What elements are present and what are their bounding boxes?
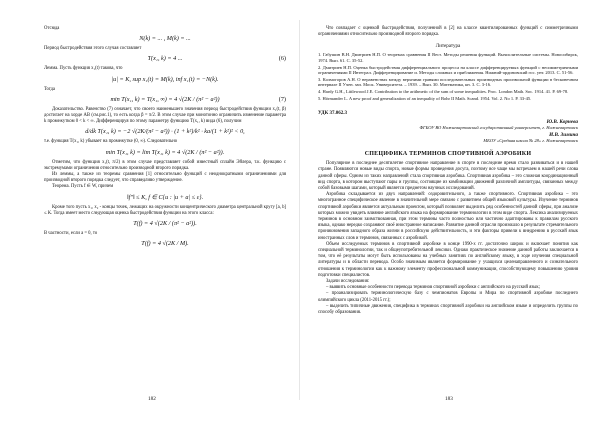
formula bbox=[44, 128, 286, 136]
paragraph: Популярное в последнее десятилетие спортивное направление в спорте в последние время стало развиваться и в нашей стране. Появляются новые виды спорта, новые формы проведения досуга, поэтому все чаще мы встречаем в нашей речи слова данной сферы. Одним из таких направлений стала спортивная аэробика. Спортивная аэробика – это сложная координационный вид спорта, в котором выступают пары и группы, состоящие из комбинации движений различной амплитуды, связанных между собой базовыми шагами, который является предметом научных исследований. bbox=[318, 161, 578, 191]
references-title: Литература bbox=[435, 44, 461, 50]
paragraph: Теорема. Пусть f ∈ W, причем bbox=[52, 184, 114, 190]
paragraph: Отметим, что функция x₁(t, π/2) в этом случае представляет собой известный сплайн Эйлера, т.к. функцию с экстремумами ограничения относительно производной второго порядка. bbox=[44, 159, 286, 171]
paragraph: Задачи исследования: bbox=[326, 279, 370, 285]
formula bbox=[44, 240, 286, 248]
right-page bbox=[300, 0, 600, 424]
formula-text: |u| = K, sup x₁(t) = M(k), inf x₁(t) = −N(k). bbox=[111, 75, 219, 83]
page-number-right: 183 bbox=[445, 396, 453, 402]
formula bbox=[44, 194, 286, 202]
list-item: – выявить основные особенности перевода терминов спортивной аэробики с английского на русский язык; bbox=[326, 285, 540, 291]
formula-text: min T(x₁, k) = lim T(x₁, k) = 4 √(2K / (π² − a²)). bbox=[105, 148, 225, 156]
paragraph: Кроме того пусть x₁, x₂ - концы точек, лежащих на окружности концентрического диаметра центральной кругу [a, b] ≤ K. Тогда имеет место следующая оценка быстродействия функции на этого класса: bbox=[44, 204, 286, 216]
reference-item: 1. Габушин В.Н. Дмитриев Н.П. О теоремах сравнения II Вест. Методы решения функций. Вычислительные системы. Новосибирск, 1974. Вып. 61. С. 35-52. bbox=[318, 52, 578, 63]
reference-item: 5. Hörmander L. A new proof and generalization of an inequality of Bohr II Math. Scand. 1954. Vol. 2. No 1. P. 33-45. bbox=[318, 95, 532, 101]
equation-number: (7) bbox=[278, 95, 286, 103]
formula bbox=[44, 220, 286, 228]
formula-text: T(x₁, k) = 4 ... bbox=[147, 55, 183, 63]
list-item: – выделить типичные движения, специфика в терминах спортивной аэробики на английском языке и определить группы по способу образования. bbox=[318, 303, 578, 316]
reference-item: 3. Колмогоров А.Н. О неравенствах между верхними гранями последовательных производных произвольной функции в бесконечном интервале II Учен. зап. Моск. Университета. – 1939. – Вып. 30. Математика, кн. 3. С. 3-16. bbox=[318, 76, 578, 88]
formula bbox=[44, 55, 286, 63]
formula-text: T(f) = 4 √(2K / (π² − a²)). bbox=[133, 220, 197, 228]
paragraph: т.е. функция T(x₁, k) убывает на промежутке (0, ∞). Следовательно bbox=[44, 139, 178, 145]
equation-number: (6) bbox=[278, 55, 286, 63]
paragraph: Доказательство. Равенство (7) означает, что своего наименьшего значения период быстродействия функции x₁(t, β) достигает на хорде AB (см.рис.1), то есть когда β = π/2. В этом случае при монотонно ограничить изменение параметра k промежутком 0 < k < ∞. Дифференцируя по этому параметру функцию T(x₁, k) вида (6), получим bbox=[44, 106, 286, 125]
formula-text: T(f) = 4 √(2K / M). bbox=[141, 240, 189, 248]
reference-item: 4. Hardy G.H., Littlewood J.E. Contribution to the arithmetic of the sum of some inequalities. Proc. London Math. Soc. 1914. 41. P. 69-78. bbox=[318, 88, 569, 94]
page-number-left: 182 bbox=[148, 396, 156, 402]
formula bbox=[44, 35, 286, 43]
paragraph: Аэробика складывается из двух направлений: оздоровительного, а также спортивного. Спортивная аэробика – это многогранное специфическое явление в значительной мере связано с развитием общей языковой культуры. Изучение терминов спортивной аэробики является актуальным проектом, который позволяет выделить ряд особенностей данной сферы, при анализе которых можно увидеть влияние английского языка на формирование терминологии в этом виде спорта. Лексика анализируемых терминов в основном заимствованная, при этом термины часто полностью или частично адаптированы к правилам русского языка, однако нередко сохраняют своё иностранное написание. Развитие данной отрасли произошло в результате стремительного проникновения западного образа жизни в российскую действительность, и эти факторы привели к внедрению в русский язык иностранных слов и терминов, связанных с аэробикой. bbox=[318, 192, 578, 241]
formula bbox=[44, 96, 286, 104]
references-list bbox=[318, 52, 578, 101]
author-name: Ю.В. Корнева bbox=[546, 119, 578, 126]
formula bbox=[44, 76, 286, 84]
list-item: – проанализировать терминологическую базу с чемпионатов Европы и Мира по спортивной аэробике последнего олимпийского цикла (2011-2015 гг.); bbox=[318, 291, 578, 303]
formula bbox=[44, 149, 286, 157]
author-affiliation: ФГБОУ ВО Нижневартовский государственный университет, г. Нижневартовск bbox=[419, 125, 578, 131]
formula-text: min T(x₁, k) = T(x₁, ∞) = 4 √(2K / (π² − a²)) bbox=[110, 95, 220, 103]
formula-text: N(k) = ... , M(k) = ... bbox=[139, 35, 191, 43]
formula-text: ‖f″‖ ≤ K, f ∈ C{u : |u + a| ≤ ε}. bbox=[126, 193, 204, 201]
paragraph: Тогда bbox=[44, 86, 56, 92]
author-name: И.В. Зимина bbox=[549, 132, 578, 139]
author-affiliation: МБОУ «Средняя школа № 28» г. Нижневартовск bbox=[483, 138, 578, 144]
paragraph: Лемма. Пусть функция x₁(t) такова, что bbox=[44, 66, 123, 72]
paragraph: Отсюда bbox=[44, 26, 60, 31]
reference-item: 2. Дмитриев Н.П. Оценка быстродействия дифференциального процесса на классе дифференцируемых функций с несимметричными ограничениями II Интеграл. Дифференцирование и. Методы сложных и приближения. Нижний-ардиновский гос. унт. 2013. С. 51-56. bbox=[318, 64, 578, 76]
article-title: СПЕЦИФИКА ТЕРМИНОВ СПОРТИВНОЙ АЭРОБИКИ bbox=[364, 151, 532, 158]
paragraph: Что совпадает с оценкой быстродействия, полученной в [2] на классе квантилированных функций с симметричными ограничениями относительно производной второго порядка. bbox=[318, 26, 578, 38]
udc-code: УДК 37.062.3 bbox=[318, 111, 347, 117]
paragraph: Из леммы, а также из теоремы сравнения [1] относительно функций с неоднократными ограничениями для производной второго порядка следует, что справедливо утверждение. bbox=[44, 172, 286, 184]
paragraph: Период быстродействия этого случая составляет bbox=[44, 46, 142, 52]
formula-text: d/dk T(x₁, k) = −2 √(2K/(π² − a²)) · (1 + k²)/k² · ka/(1 + k²)² < 0, bbox=[85, 128, 245, 136]
paragraph: Объем исследуемых терминов в спортивной аэробике в конце 1990-х гг. достаточно широк и включает понятия как специальной терминологии, так и общеупотребительной лексики. Однако практическое значение данной работы заключается в том, что её результаты могут быть использованы на учебных занятиях по английскому языку, в ходе изучения специальной литературы и в области перевода. Особо значимым является формирование у учащихся целенаправленного и сознательного отношения к терминологии как к важному элементу профессиональной коммуникации, способствующему повышению уровня подготовки специалистов. bbox=[318, 241, 578, 278]
paragraph: В частности, если a = 0, то bbox=[44, 231, 98, 237]
